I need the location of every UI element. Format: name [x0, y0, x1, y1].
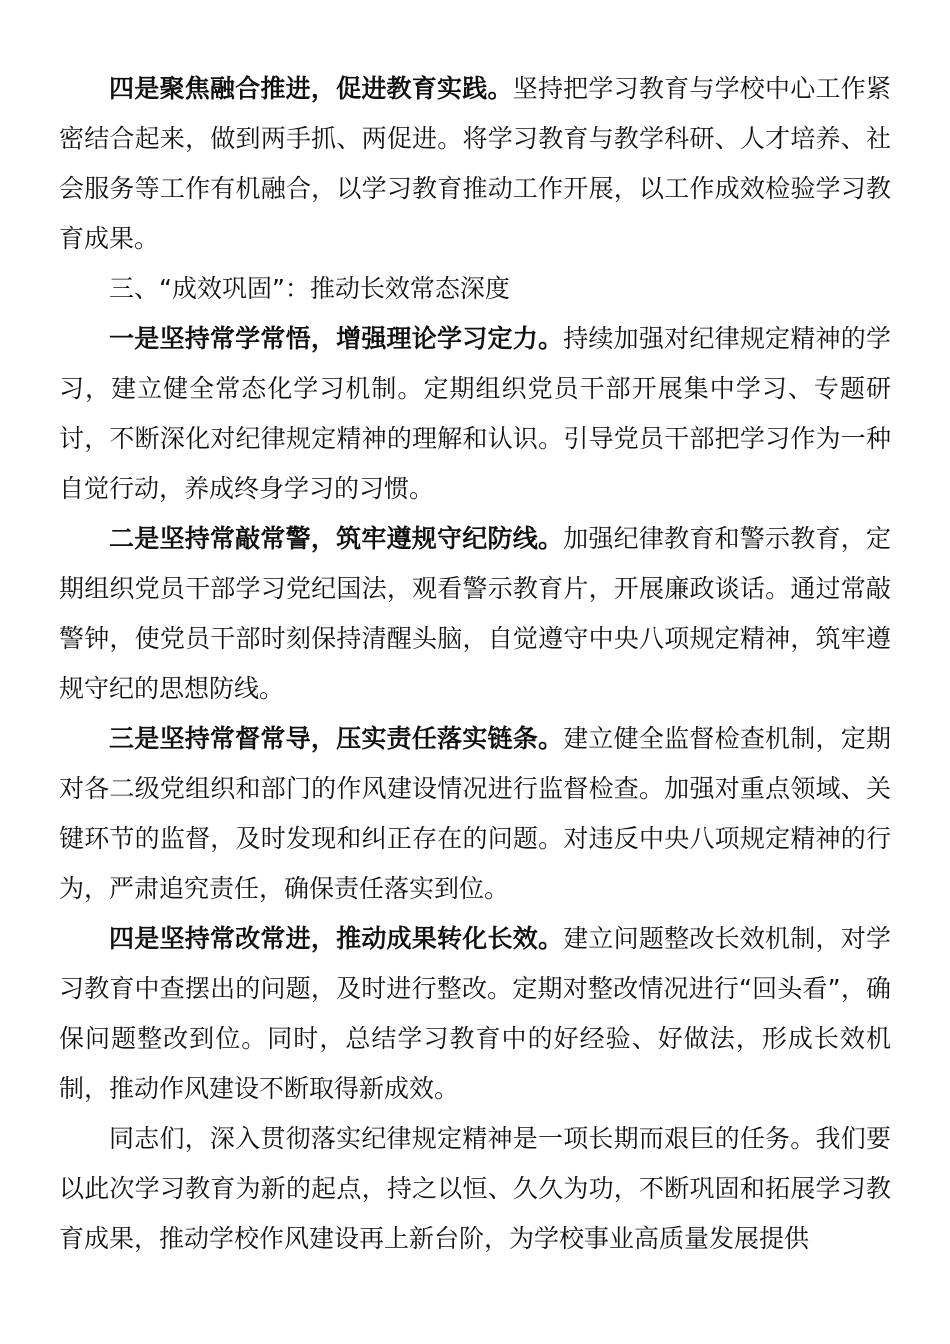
paragraph-closing: 同志们，深入贯彻落实纪律规定精神是一项长期而艰巨的任务。我们要以此次学习教育为新的起点，持之以恒、久久为功，不断巩固和拓展学习教育成果，推动学校作风建设再上新台阶，为学校事业高质量发展提供 [59, 1124, 891, 1253]
paragraph-lead: 四是坚持常改常进，推动成果转化长效。 [109, 924, 564, 953]
paragraph-item-4 [59, 914, 891, 1114]
paragraph-item-2 [59, 514, 891, 714]
paragraph-body: 持续加强对纪律规定精神的学习，建立健全常态化学习机制。定期组织党员干部开展集中学习、专题研讨，不断深化对纪律规定精神的理解和认识。引导党员干部把学习作为一种自觉行动，养成终身学习的习惯。 [59, 324, 891, 503]
document-page [59, 64, 891, 1264]
paragraph-body: 建立问题整改长效机制，对学习教育中查摆出的问题，及时进行整改。定期对整改情况进行“回头看”，确保问题整改到位。同时，总结学习教育中的好经验、好做法，形成长效机制，推动作风建设不断取得新成效。 [59, 924, 891, 1103]
paragraph-item-1 [59, 314, 891, 514]
paragraph-lead: 三是坚持常督常导，压实责任落实链条。 [109, 724, 564, 753]
section-heading: 三、“成效巩固”：推动长效常态深度 [109, 274, 510, 303]
paragraph-lead: 二是坚持常敲常警，筑牢遵规守纪防线。 [109, 524, 564, 553]
paragraph-body: 坚持把学习教育与学校中心工作紧密结合起来，做到两手抓、两促进。将学习教育与教学科研、人才培养、社会服务等工作有机融合，以学习教育推动工作开展，以工作成效检验学习教育成果。 [59, 74, 891, 253]
paragraph-lead: 四是聚焦融合推进，促进教育实践。 [109, 74, 513, 103]
paragraph-body: 加强纪律教育和警示教育，定期组织党员干部学习党纪国法，观看警示教育片，开展廉政谈话。通过常敲警钟，使党员干部时刻保持清醒头脑，自觉遵守中央八项规定精神，筑牢遵规守纪的思想防线。 [59, 524, 891, 703]
paragraph-body: 建立健全监督检查机制，定期对各二级党组织和部门的作风建设情况进行监督检查。加强对重点领域、关键环节的监督，及时发现和纠正存在的问题。对违反中央八项规定精神的行为，严肃追究责任，确保责任落实到位。 [59, 724, 891, 903]
paragraph-lead: 一是坚持常学常悟，增强理论学习定力。 [109, 324, 564, 353]
paragraph-item-3 [59, 714, 891, 914]
paragraph-integration [59, 64, 891, 264]
